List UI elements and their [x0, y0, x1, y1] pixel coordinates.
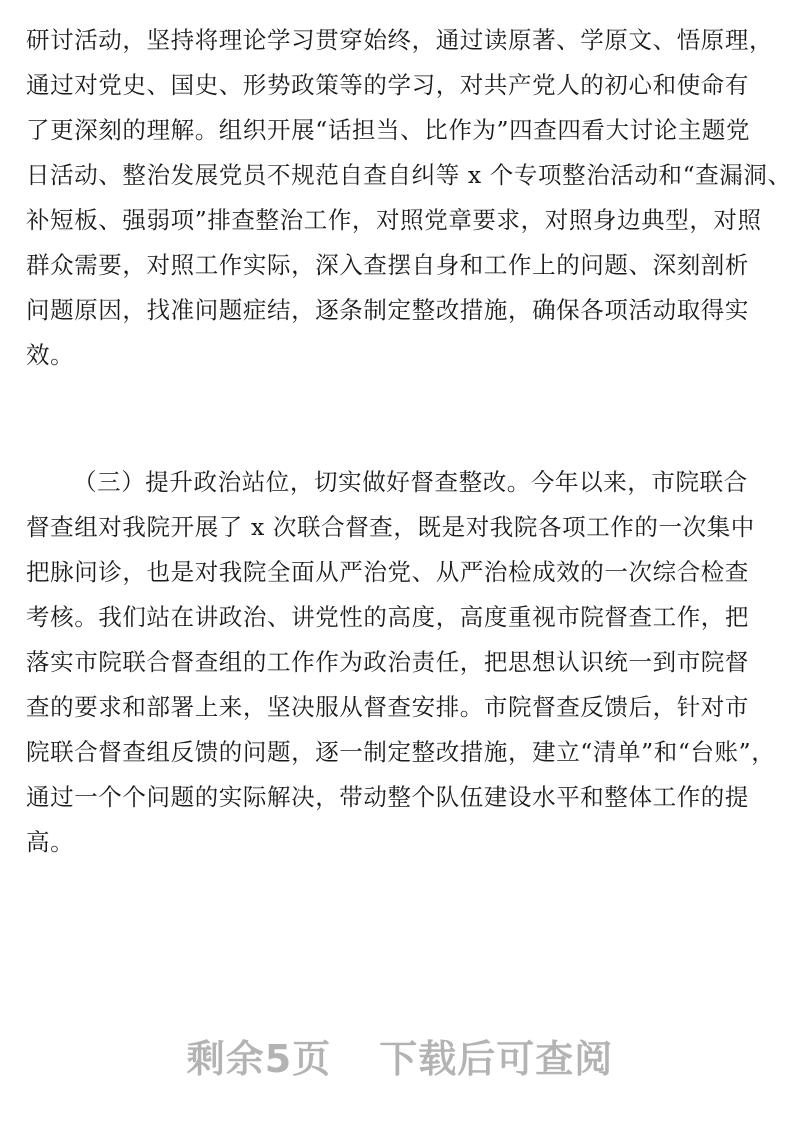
paragraph-line: 把脉问诊，也是对我院全面从严治党、从严治检成效的一次综合检查 — [26, 558, 749, 586]
remaining-pages-label: 剩余5页 — [186, 1037, 332, 1081]
paragraph-line: 研讨活动，坚持将理论学习贯穿始终，通过读原著、学原文、悟原理， — [26, 26, 774, 54]
paragraph-2 — [26, 460, 776, 865]
paragraph-line: 群众需要，对照工作实际，深入查摆自身和工作上的问题、深刻剖析 — [26, 251, 749, 279]
paragraph-line: 通过一个个问题的实际解决，带动整个队伍建设水平和整体工作的提 — [26, 783, 749, 811]
paragraph-line: 了更深刻的理解。组织开展“话担当、比作为”四查四看大讨论主题党 — [26, 116, 751, 144]
paragraph-line: 查的要求和部署上来，坚决服从督查安排。市院督查反馈后，针对市 — [26, 693, 749, 721]
paragraph-line: 效。 — [26, 341, 75, 369]
paragraph-line: 督查组对我院开展了 x 次联合督查，既是对我院各项工作的一次集中 — [26, 513, 755, 541]
paragraph-line: 补短板、强弱项”排查整治工作，对照党章要求，对照身边典型，对照 — [26, 206, 762, 234]
download-prompt-banner[interactable] — [0, 1028, 800, 1088]
paragraph-1 — [26, 18, 792, 378]
paragraph-line: 考核。我们站在讲政治、讲党性的高度，高度重视市院督查工作，把 — [26, 603, 749, 631]
paragraph-line: 落实市院联合督查组的工作作为政治责任，把思想认识统一到市院督 — [26, 648, 749, 676]
paragraph-line: 通过对党史、国史、形势政策等的学习，对共产党人的初心和使命有 — [26, 71, 749, 99]
paragraph-line: 问题原因，找准问题症结，逐条制定整改措施，确保各项活动取得实 — [26, 296, 749, 324]
paragraph-line: 高。 — [26, 828, 75, 856]
download-hint-label: 下载后可查阅 — [379, 1037, 614, 1081]
paragraph-line: 日活动、整治发展党员不规范自查自纠等 x 个专项整治活动和“查漏洞、 — [26, 161, 792, 189]
paragraph-line: 院联合督查组反馈的问题，逐一制定整改措施，建立“清单”和“台账”， — [26, 738, 776, 766]
section-heading-line: （三）提升政治站位，切实做好督查整改。今年以来，市院联合 — [73, 468, 748, 496]
